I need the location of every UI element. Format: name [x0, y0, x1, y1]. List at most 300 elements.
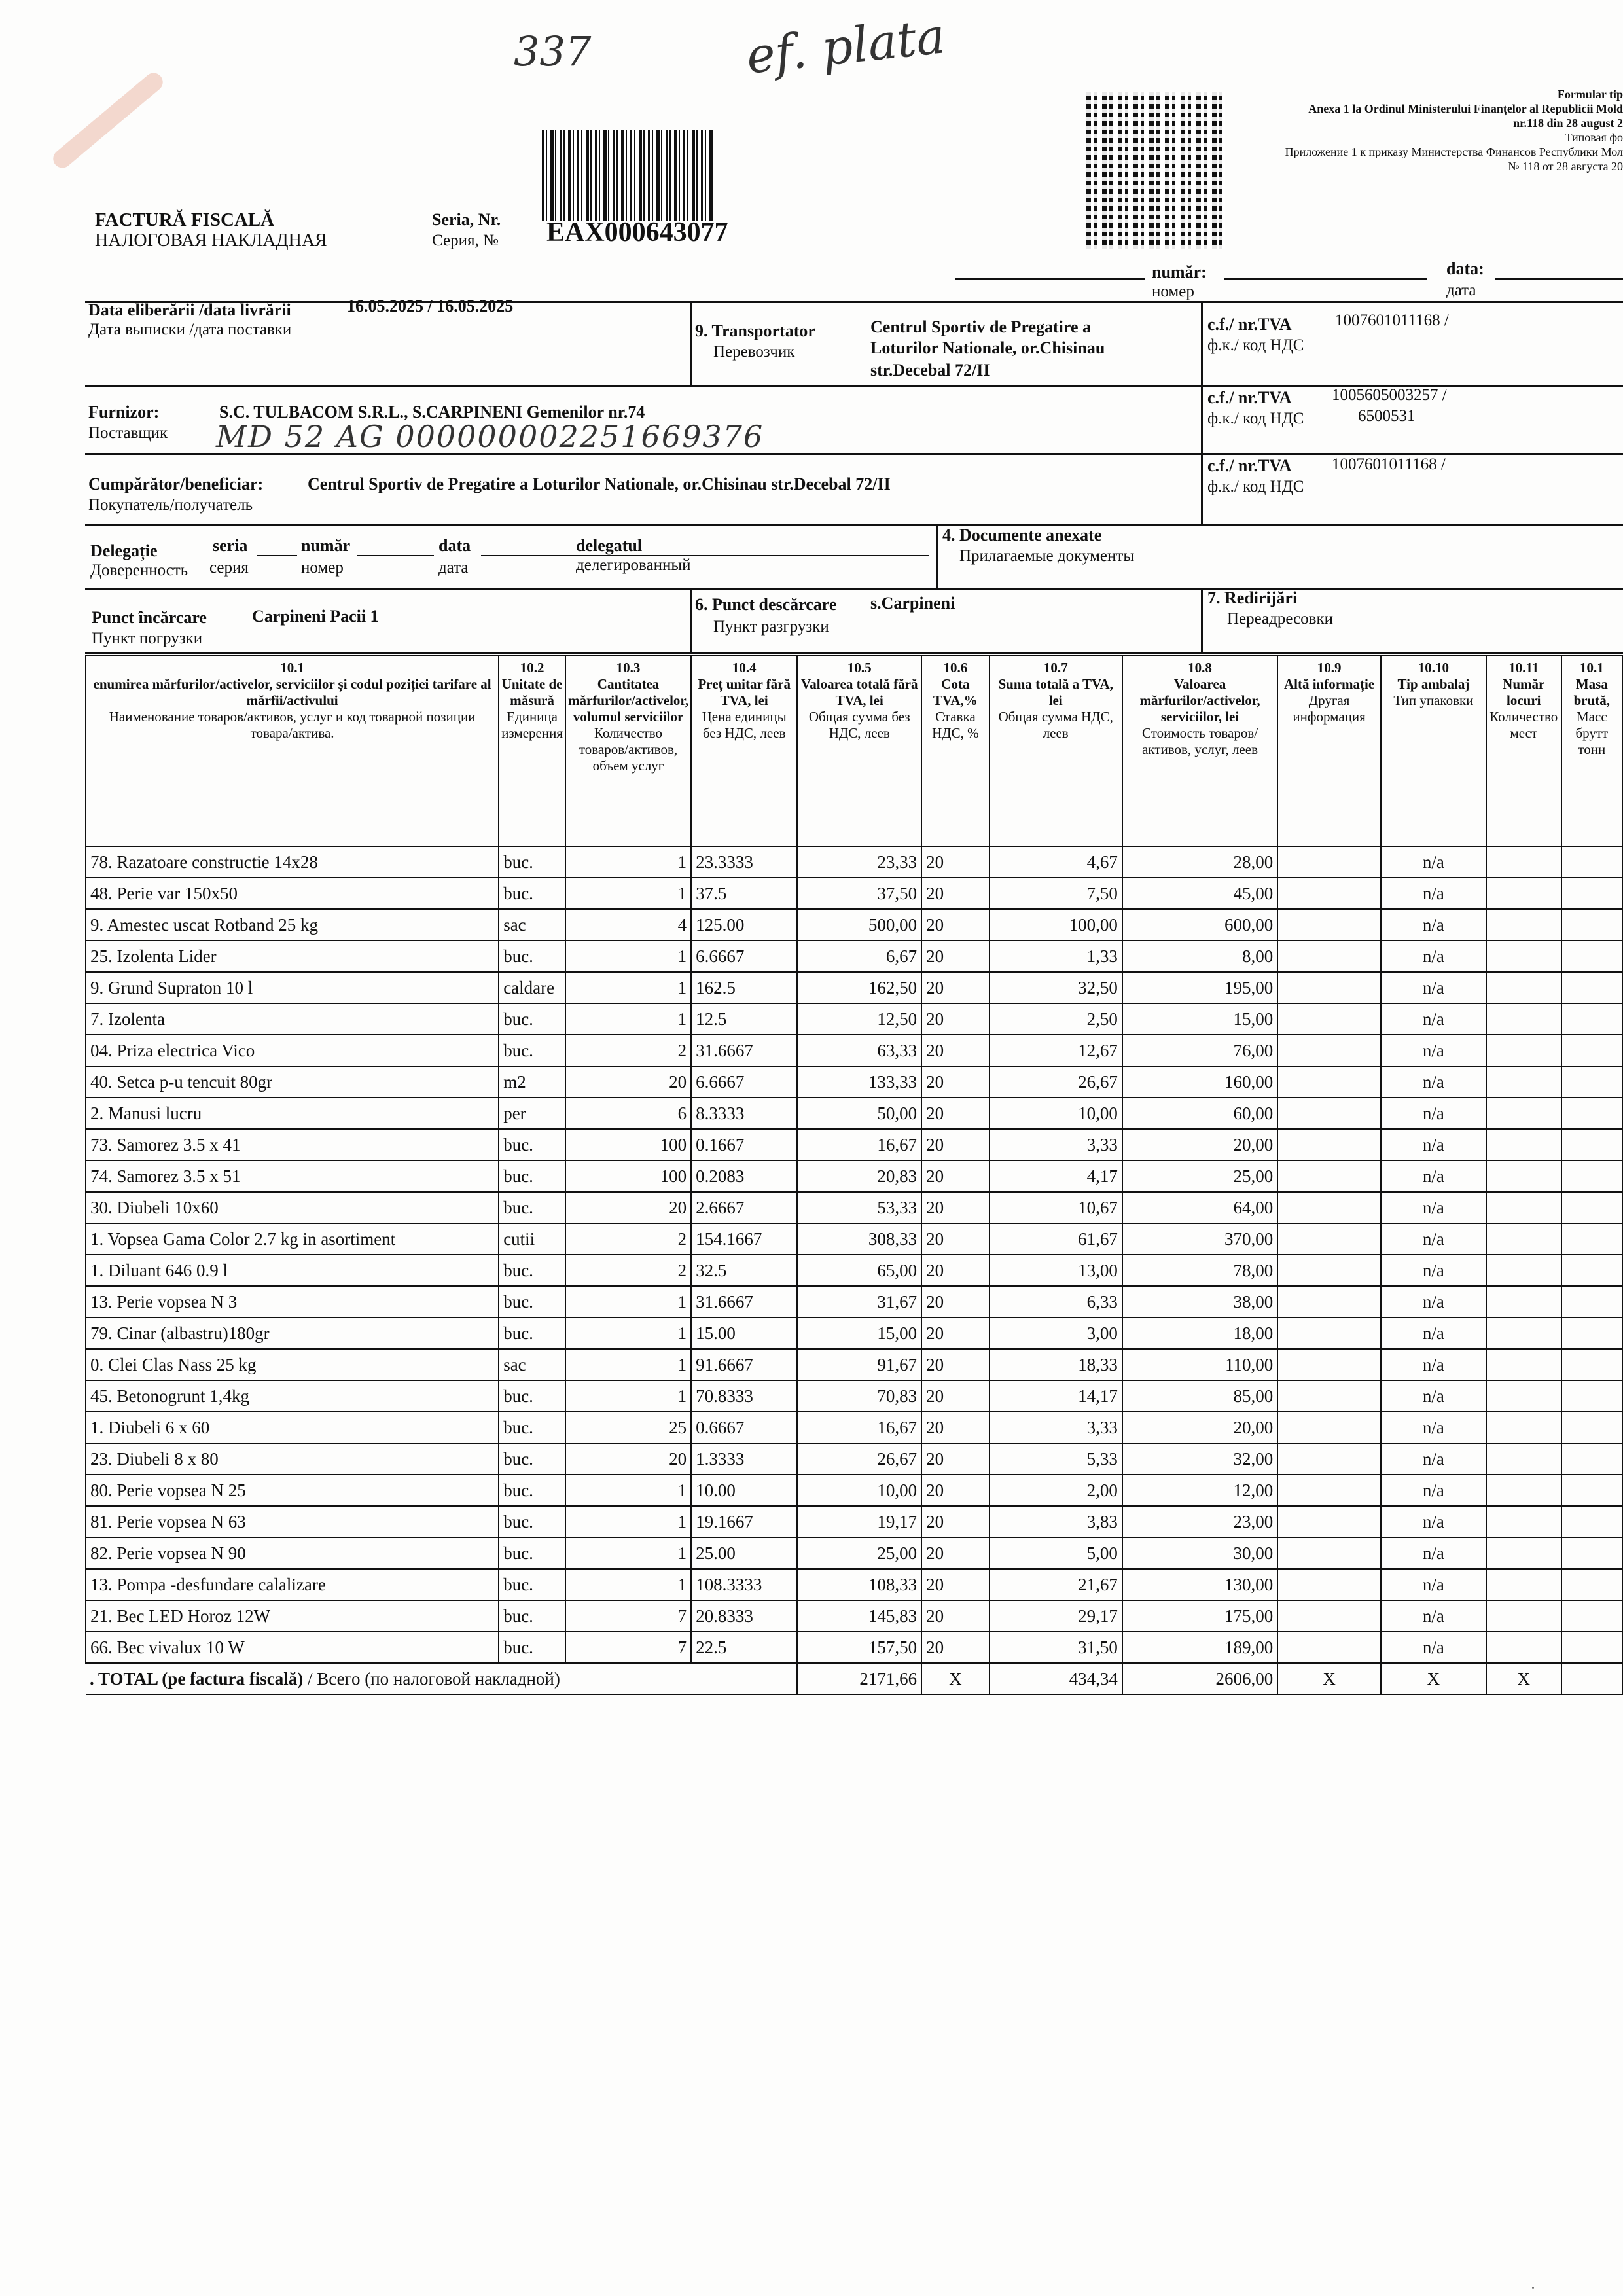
- column-title-ru: Тип упаковки: [1393, 692, 1474, 708]
- unit-cell: buc.: [499, 1255, 565, 1286]
- column-title-ru: Ставка НДС, %: [932, 709, 979, 741]
- unit-cell: buc.: [499, 1035, 565, 1066]
- column-number: 10.6: [943, 660, 968, 675]
- unit-price-cell: 162.5: [691, 972, 797, 1003]
- total-value-cell: 28,00: [1122, 846, 1277, 878]
- quantity-cell: 1: [565, 1475, 691, 1506]
- item-name-cell: 1. Diluant 646 0.9 l: [86, 1255, 499, 1286]
- item-name-cell: 73. Samorez 3.5 x 41: [86, 1129, 499, 1160]
- quantity-cell: 25: [565, 1412, 691, 1443]
- quantity-cell: 20: [565, 1443, 691, 1475]
- value-excl-vat-cell: 6,67: [797, 941, 921, 972]
- table-row: [86, 1098, 1622, 1129]
- gross-mass-cell: [1561, 1066, 1622, 1098]
- tva-label-transport: c.f./ nr.TVA: [1207, 315, 1292, 334]
- other-info-cell: [1277, 1412, 1381, 1443]
- unit-price-cell: 91.6667: [691, 1349, 797, 1380]
- total-vat: 434,34: [990, 1663, 1122, 1695]
- total-label-ru: / Всего (по налоговой накладной): [303, 1668, 560, 1689]
- value-excl-vat-cell: 108,33: [797, 1569, 921, 1600]
- column-title-ro: Suma totală a TVA, lei: [998, 676, 1113, 708]
- unit-cell: buc.: [499, 1160, 565, 1192]
- vat-rate-cell: 20: [921, 878, 989, 909]
- documente-label-ru: Прилагаемые документы: [959, 547, 1135, 565]
- unit-cell: sac: [499, 909, 565, 941]
- data-label: data:: [1446, 259, 1484, 278]
- column-header-11: [1486, 655, 1561, 846]
- item-name-cell: 21. Bec LED Horoz 12W: [86, 1600, 499, 1632]
- footer-mark: .: [1531, 2278, 1535, 2292]
- form-header-line5: Приложение 1 к приказу Министерства Финансов Республики Мол: [1285, 145, 1623, 158]
- vat-rate-cell: 20: [921, 941, 989, 972]
- other-info-cell: [1277, 846, 1381, 878]
- vat-amount-cell: 10,67: [990, 1192, 1122, 1223]
- vat-rate-cell: 20: [921, 1255, 989, 1286]
- quantity-cell: 1: [565, 1286, 691, 1318]
- vat-amount-cell: 2,00: [990, 1475, 1122, 1506]
- package-type-cell: n/a: [1381, 1003, 1486, 1035]
- vat-amount-cell: 4,67: [990, 846, 1122, 878]
- package-type-cell: n/a: [1381, 1349, 1486, 1380]
- table-row: [86, 1475, 1622, 1506]
- vat-amount-cell: 10,00: [990, 1098, 1122, 1129]
- quantity-cell: 1: [565, 1003, 691, 1035]
- value-excl-vat-cell: 16,67: [797, 1412, 921, 1443]
- gross-mass-cell: [1561, 1160, 1622, 1192]
- tva-transport-value: 1007601011168 /: [1335, 312, 1449, 329]
- places-cell: [1486, 1443, 1561, 1475]
- transportator-label-ro: 9. Transportator: [695, 321, 815, 340]
- column-title-ru: Масс брутт тонн: [1575, 709, 1609, 757]
- unit-cell: per: [499, 1098, 565, 1129]
- places-cell: [1486, 846, 1561, 878]
- other-info-cell: [1277, 909, 1381, 941]
- vat-rate-cell: 20: [921, 846, 989, 878]
- vat-rate-cell: 20: [921, 1600, 989, 1632]
- other-info-cell: [1277, 1632, 1381, 1663]
- vat-amount-cell: 3,33: [990, 1129, 1122, 1160]
- table-row: [86, 1066, 1622, 1098]
- series-label-ru: Серия, №: [432, 232, 499, 249]
- table-row: [86, 1600, 1622, 1632]
- column-title-ro: Altă informație: [1283, 676, 1375, 692]
- item-name-cell: 2. Manusi lucru: [86, 1098, 499, 1129]
- item-name-cell: 30. Diubeli 10x60: [86, 1192, 499, 1223]
- vat-amount-cell: 3,83: [990, 1506, 1122, 1537]
- paper-stain: [50, 69, 167, 171]
- other-info-cell: [1277, 1223, 1381, 1255]
- total-value-cell: 64,00: [1122, 1192, 1277, 1223]
- vat-rate-cell: 20: [921, 972, 989, 1003]
- other-info-cell: [1277, 1506, 1381, 1537]
- delegatie-label-ro: Delegație: [90, 541, 158, 560]
- unit-cell: cutii: [499, 1223, 565, 1255]
- item-name-cell: 0. Clei Clas Nass 25 kg: [86, 1349, 499, 1380]
- total-value-cell: 160,00: [1122, 1066, 1277, 1098]
- vat-rate-cell: 20: [921, 1129, 989, 1160]
- table-row: [86, 1035, 1622, 1066]
- other-info-cell: [1277, 1380, 1381, 1412]
- item-name-cell: 13. Pompa -desfundare calalizare: [86, 1569, 499, 1600]
- total-places: X: [1486, 1663, 1561, 1695]
- tva-label-cumparator: c.f./ nr.TVA: [1207, 456, 1292, 475]
- package-type-cell: n/a: [1381, 1066, 1486, 1098]
- delegatie-data-label-ru: дата: [438, 559, 469, 577]
- vat-rate-cell: 20: [921, 1349, 989, 1380]
- item-name-cell: 7. Izolenta: [86, 1003, 499, 1035]
- table-row: [86, 1569, 1622, 1600]
- vat-amount-cell: 13,00: [990, 1255, 1122, 1286]
- descarcare-value: s.Carpineni: [870, 594, 955, 613]
- package-type-cell: n/a: [1381, 1160, 1486, 1192]
- column-header-6: [921, 655, 989, 846]
- value-excl-vat-cell: 133,33: [797, 1066, 921, 1098]
- value-excl-vat-cell: 26,67: [797, 1443, 921, 1475]
- incarcare-label-ro: Punct încărcare: [92, 608, 207, 627]
- item-name-cell: 74. Samorez 3.5 x 51: [86, 1160, 499, 1192]
- document-title-ro: FACTURĂ FISCALĂ: [95, 209, 275, 230]
- places-cell: [1486, 1003, 1561, 1035]
- other-info-cell: [1277, 1537, 1381, 1569]
- value-excl-vat-cell: 65,00: [797, 1255, 921, 1286]
- column-title-ro: Valoarea totală fără TVA, lei: [801, 676, 918, 708]
- quantity-cell: 1: [565, 1318, 691, 1349]
- gross-mass-cell: [1561, 941, 1622, 972]
- vat-rate-cell: 20: [921, 1160, 989, 1192]
- unit-price-cell: 12.5: [691, 1003, 797, 1035]
- total-value-cell: 18,00: [1122, 1318, 1277, 1349]
- unit-price-cell: 6.6667: [691, 1066, 797, 1098]
- delegatul-label: delegatul: [576, 536, 643, 555]
- column-number: 10.11: [1508, 660, 1539, 675]
- delegatul-label-ru: делегированный: [576, 556, 691, 574]
- vat-amount-cell: 21,67: [990, 1569, 1122, 1600]
- column-header-12: [1561, 655, 1622, 846]
- item-name-cell: 1. Vopsea Gama Color 2.7 kg in asortiment: [86, 1223, 499, 1255]
- vat-amount-cell: 29,17: [990, 1600, 1122, 1632]
- table-row: [86, 941, 1622, 972]
- places-cell: [1486, 1223, 1561, 1255]
- other-info-cell: [1277, 1003, 1381, 1035]
- form-header-line3: nr.118 din 28 august 2: [1513, 117, 1623, 130]
- vat-amount-cell: 12,67: [990, 1035, 1122, 1066]
- table-row: [86, 1349, 1622, 1380]
- total-row: [86, 1663, 1622, 1695]
- item-name-cell: 78. Razatoare constructie 14x28: [86, 846, 499, 878]
- quantity-cell: 1: [565, 878, 691, 909]
- other-info-cell: [1277, 1192, 1381, 1223]
- gross-mass-cell: [1561, 1475, 1622, 1506]
- places-cell: [1486, 1506, 1561, 1537]
- places-cell: [1486, 1475, 1561, 1506]
- other-info-cell: [1277, 1318, 1381, 1349]
- unit-price-cell: 19.1667: [691, 1506, 797, 1537]
- places-cell: [1486, 941, 1561, 972]
- package-type-cell: n/a: [1381, 1537, 1486, 1569]
- item-name-cell: 66. Bec vivalux 10 W: [86, 1632, 499, 1663]
- column-title-ru: Единица измерения: [501, 709, 563, 741]
- gross-mass-cell: [1561, 1569, 1622, 1600]
- dates-label-ro: Data eliberării /data livrării: [88, 300, 291, 319]
- column-title-ru: Общая сумма без НДС, леев: [808, 709, 910, 741]
- column-header-1: [86, 655, 499, 846]
- total-value-cell: 195,00: [1122, 972, 1277, 1003]
- total-value-cell: 60,00: [1122, 1098, 1277, 1129]
- furnizor-handwritten-code: MD 52 AG 000000002251669376: [216, 419, 764, 454]
- item-name-cell: 82. Perie vopsea N 90: [86, 1537, 499, 1569]
- unit-cell: buc.: [499, 1129, 565, 1160]
- total-value-cell: 20,00: [1122, 1129, 1277, 1160]
- total-value-cell: 8,00: [1122, 941, 1277, 972]
- total-value-cell: 370,00: [1122, 1223, 1277, 1255]
- tva-cumparator-value: 1007601011168 /: [1332, 456, 1446, 473]
- value-excl-vat-cell: 31,67: [797, 1286, 921, 1318]
- unit-price-cell: 32.5: [691, 1255, 797, 1286]
- places-cell: [1486, 1192, 1561, 1223]
- total-label-ro: . TOTAL (pe factura fiscală): [90, 1668, 304, 1689]
- places-cell: [1486, 1600, 1561, 1632]
- table-row: [86, 1380, 1622, 1412]
- delegatie-label-ru: Доверенность: [90, 562, 188, 579]
- places-cell: [1486, 1537, 1561, 1569]
- column-header-10: [1381, 655, 1486, 846]
- column-title-ru: Цена единицы без НДС, леев: [702, 709, 787, 741]
- vat-amount-cell: 7,50: [990, 878, 1122, 909]
- tva-furnizor-value1: 1005605003257 /: [1332, 386, 1447, 404]
- unit-price-cell: 6.6667: [691, 941, 797, 972]
- column-number: 10.3: [616, 660, 641, 675]
- total-value-cell: 30,00: [1122, 1537, 1277, 1569]
- cumparator-label-ro: Cumpărător/beneficiar:: [88, 475, 264, 493]
- value-excl-vat-cell: 20,83: [797, 1160, 921, 1192]
- unit-price-cell: 2.6667: [691, 1192, 797, 1223]
- other-info-cell: [1277, 941, 1381, 972]
- column-header-5: [797, 655, 921, 846]
- places-cell: [1486, 1066, 1561, 1098]
- total-value-cell: 32,00: [1122, 1443, 1277, 1475]
- unit-cell: buc.: [499, 1380, 565, 1412]
- value-excl-vat-cell: 63,33: [797, 1035, 921, 1066]
- unit-price-cell: 10.00: [691, 1475, 797, 1506]
- qr-code-image: [1086, 92, 1225, 249]
- vat-amount-cell: 3,33: [990, 1412, 1122, 1443]
- total-sum: 2606,00: [1122, 1663, 1277, 1695]
- total-value-cell: 189,00: [1122, 1632, 1277, 1663]
- other-info-cell: [1277, 878, 1381, 909]
- quantity-cell: 2: [565, 1035, 691, 1066]
- vat-amount-cell: 5,33: [990, 1443, 1122, 1475]
- unit-cell: buc.: [499, 1569, 565, 1600]
- gross-mass-cell: [1561, 1129, 1622, 1160]
- descarcare-label-ru: Пункт разгрузки: [713, 618, 829, 636]
- places-cell: [1486, 909, 1561, 941]
- unit-price-cell: 15.00: [691, 1318, 797, 1349]
- value-excl-vat-cell: 157,50: [797, 1632, 921, 1663]
- series-label-ro: Seria, Nr.: [432, 210, 501, 229]
- quantity-cell: 20: [565, 1192, 691, 1223]
- table-row: [86, 1537, 1622, 1569]
- value-excl-vat-cell: 50,00: [797, 1098, 921, 1129]
- package-type-cell: n/a: [1381, 1286, 1486, 1318]
- column-number: 10.10: [1418, 660, 1450, 675]
- gross-mass-cell: [1561, 1223, 1622, 1255]
- numar-label-ru: номер: [1152, 283, 1194, 300]
- package-type-cell: n/a: [1381, 941, 1486, 972]
- gross-mass-cell: [1561, 1537, 1622, 1569]
- unit-cell: buc.: [499, 1412, 565, 1443]
- delegatie-data-label: data: [438, 536, 471, 555]
- unit-price-cell: 8.3333: [691, 1098, 797, 1129]
- unit-price-cell: 20.8333: [691, 1600, 797, 1632]
- incarcare-label-ru: Пункт погрузки: [92, 630, 203, 647]
- column-title-ru: Стоимость товаров/активов, услуг, леев: [1141, 725, 1258, 757]
- quantity-cell: 100: [565, 1160, 691, 1192]
- quantity-cell: 1: [565, 1506, 691, 1537]
- unit-price-cell: 37.5: [691, 878, 797, 909]
- gross-mass-cell: [1561, 1035, 1622, 1066]
- gross-mass-cell: [1561, 972, 1622, 1003]
- furnizor-label-ro: Furnizor:: [88, 403, 160, 422]
- unit-price-cell: 125.00: [691, 909, 797, 941]
- value-excl-vat-cell: 145,83: [797, 1600, 921, 1632]
- tva-label-cumparator-ru: ф.к./ код НДС: [1207, 478, 1304, 495]
- table-row: [86, 909, 1622, 941]
- unit-cell: buc.: [499, 1537, 565, 1569]
- value-excl-vat-cell: 500,00: [797, 909, 921, 941]
- vat-rate-cell: 20: [921, 1223, 989, 1255]
- places-cell: [1486, 1569, 1561, 1600]
- column-title-ro: Masa brută,: [1573, 676, 1611, 708]
- table-row: [86, 1192, 1622, 1223]
- value-excl-vat-cell: 25,00: [797, 1537, 921, 1569]
- item-name-cell: 81. Perie vopsea N 63: [86, 1506, 499, 1537]
- vat-amount-cell: 6,33: [990, 1286, 1122, 1318]
- numar-label: număr:: [1152, 262, 1207, 281]
- column-title-ru: Количество товаров/активов, объем услуг: [579, 725, 678, 774]
- tva-furnizor-value2: 6500531: [1358, 407, 1416, 425]
- table-row: [86, 878, 1622, 909]
- column-header-4: [691, 655, 797, 846]
- transportator-line2: Loturilor Nationale, or.Chisinau: [870, 338, 1105, 357]
- form-header-line1: Formular tip: [1557, 88, 1623, 101]
- column-title-ro: Număr locuri: [1503, 676, 1545, 708]
- transportator-line3: str.Decebal 72/II: [870, 361, 990, 380]
- quantity-cell: 7: [565, 1632, 691, 1663]
- unit-cell: m2: [499, 1066, 565, 1098]
- package-type-cell: n/a: [1381, 878, 1486, 909]
- places-cell: [1486, 1255, 1561, 1286]
- gross-mass-cell: [1561, 1506, 1622, 1537]
- unit-price-cell: 70.8333: [691, 1380, 797, 1412]
- total-value-cell: 38,00: [1122, 1286, 1277, 1318]
- quantity-cell: 1: [565, 1569, 691, 1600]
- package-type-cell: n/a: [1381, 1318, 1486, 1349]
- unit-price-cell: 0.6667: [691, 1412, 797, 1443]
- quantity-cell: 1: [565, 846, 691, 878]
- value-excl-vat-cell: 10,00: [797, 1475, 921, 1506]
- package-type-cell: n/a: [1381, 1035, 1486, 1066]
- quantity-cell: 1: [565, 1380, 691, 1412]
- column-title-ru: Количество мест: [1489, 709, 1558, 741]
- value-excl-vat-cell: 53,33: [797, 1192, 921, 1223]
- unit-cell: buc.: [499, 846, 565, 878]
- item-name-cell: 45. Betonogrunt 1,4kg: [86, 1380, 499, 1412]
- barcode-image: [542, 130, 713, 221]
- other-info-cell: [1277, 1349, 1381, 1380]
- column-number: 10.9: [1317, 660, 1342, 675]
- gross-mass-cell: [1561, 1286, 1622, 1318]
- item-name-cell: 9. Grund Supraton 10 l: [86, 972, 499, 1003]
- vat-rate-cell: 20: [921, 1035, 989, 1066]
- unit-cell: buc.: [499, 1475, 565, 1506]
- incarcare-value: Carpineni Pacii 1: [252, 607, 379, 626]
- quantity-cell: 1: [565, 972, 691, 1003]
- column-title-ro: Unitate de măsură: [501, 676, 563, 708]
- vat-rate-cell: 20: [921, 1380, 989, 1412]
- unit-price-cell: 31.6667: [691, 1035, 797, 1066]
- vat-amount-cell: 61,67: [990, 1223, 1122, 1255]
- cumparator-value: Centrul Sportiv de Pregatire a Loturilor Nationale, or.Chisinau str.Decebal 72/II: [308, 475, 891, 493]
- item-name-cell: 13. Perie vopsea N 3: [86, 1286, 499, 1318]
- total-value-cell: 76,00: [1122, 1035, 1277, 1066]
- series-number: EAX000643077: [546, 217, 728, 247]
- vat-amount-cell: 4,17: [990, 1160, 1122, 1192]
- transportator-line1: Centrul Sportiv de Pregatire a: [870, 317, 1091, 336]
- unit-cell: buc.: [499, 1632, 565, 1663]
- table-row: [86, 1255, 1622, 1286]
- value-excl-vat-cell: 15,00: [797, 1318, 921, 1349]
- gross-mass-cell: [1561, 1412, 1622, 1443]
- item-name-cell: 1. Diubeli 6 x 60: [86, 1412, 499, 1443]
- package-type-cell: n/a: [1381, 909, 1486, 941]
- unit-price-cell: 0.1667: [691, 1129, 797, 1160]
- item-name-cell: 9. Amestec uscat Rotband 25 kg: [86, 909, 499, 941]
- package-type-cell: n/a: [1381, 972, 1486, 1003]
- item-name-cell: 04. Priza electrica Vico: [86, 1035, 499, 1066]
- column-header-7: [990, 655, 1122, 846]
- column-number: 10.1: [1579, 660, 1604, 675]
- dates-value: 16.05.2025 / 16.05.2025: [347, 296, 514, 315]
- unit-cell: buc.: [499, 878, 565, 909]
- delegatie-seria-label: seria: [213, 536, 248, 555]
- places-cell: [1486, 1318, 1561, 1349]
- unit-cell: buc.: [499, 1003, 565, 1035]
- total-package: X: [1381, 1663, 1486, 1695]
- package-type-cell: n/a: [1381, 1192, 1486, 1223]
- other-info-cell: [1277, 1600, 1381, 1632]
- package-type-cell: n/a: [1381, 1380, 1486, 1412]
- column-title-ru: Общая сумма НДС, леев: [998, 709, 1113, 741]
- unit-cell: buc.: [499, 1286, 565, 1318]
- item-name-cell: 25. Izolenta Lider: [86, 941, 499, 972]
- vat-rate-cell: 20: [921, 1475, 989, 1506]
- column-number: 10.7: [1043, 660, 1068, 675]
- gross-mass-cell: [1561, 878, 1622, 909]
- places-cell: [1486, 972, 1561, 1003]
- item-name-cell: 23. Diubeli 8 x 80: [86, 1443, 499, 1475]
- delegatie-numar-label: număr: [301, 536, 351, 555]
- package-type-cell: n/a: [1381, 1412, 1486, 1443]
- unit-cell: caldare: [499, 972, 565, 1003]
- total-mass: [1561, 1663, 1622, 1695]
- tva-label-transport-ru: ф.к./ код НДС: [1207, 336, 1304, 354]
- table-row: [86, 1223, 1622, 1255]
- other-info-cell: [1277, 1160, 1381, 1192]
- items-table: [85, 655, 1623, 1695]
- table-row: [86, 846, 1622, 878]
- gross-mass-cell: [1561, 1003, 1622, 1035]
- furnizor-label-ru: Поставщик: [88, 424, 168, 442]
